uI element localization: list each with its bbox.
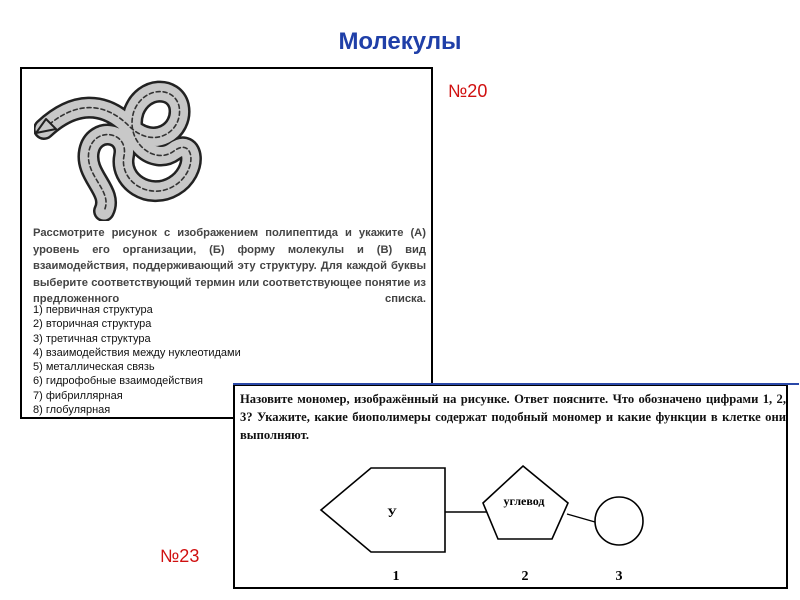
task-23-number: №23	[160, 546, 200, 566]
option-7: 7) фибриллярная	[33, 389, 123, 402]
accent-line	[233, 383, 799, 385]
option-2: 2) вторичная структура	[33, 318, 152, 331]
task-20-question: Рассмотрите рисунок с изображением полипептида и укажите (А) уровень его организации, (Б) форму молекулы и (В) вид взаимодействия, поддерживающий эту структуру. Для каждой буквы выберите соответствующий термин или соответствующее понятие из предложенного списка.	[33, 227, 426, 306]
option-5: 5) металлическая связь	[33, 361, 155, 374]
number-1-label: 1	[392, 569, 400, 584]
task-20-number: №20	[448, 81, 488, 101]
base-label: У	[387, 505, 397, 520]
number-2-label: 2	[521, 569, 529, 584]
sugar-label: углевод	[503, 494, 545, 508]
polypeptide-coil-icon	[34, 71, 204, 221]
task-20-options	[33, 303, 241, 417]
option-4: 4) взаимодействия между нуклеотидами	[33, 346, 241, 359]
number-3-label: 3	[615, 569, 623, 584]
task-20-card	[20, 67, 433, 419]
phosphate-circle	[595, 497, 643, 545]
nucleotide-diagram	[235, 386, 786, 587]
task-23-question: Назовите мономер, изображённый на рисунке. Ответ поясните. Что обозначено цифрами 1, 2, 3? Укажите, какие биополимеры содержат подобный мономер и какие функции в клетке они выполняют.	[240, 392, 786, 442]
option-8: 8) глобулярная	[33, 404, 111, 417]
option-1: 1) первичная структура	[33, 304, 153, 316]
bond-line-2	[567, 514, 595, 522]
slide-title: Молекулы	[338, 28, 462, 55]
task-23-card	[233, 384, 788, 589]
option-6: 6) гидрофобные взаимодействия	[33, 375, 203, 388]
option-3: 3) третичная структура	[33, 332, 151, 345]
nitrogen-base-shape	[321, 468, 445, 552]
